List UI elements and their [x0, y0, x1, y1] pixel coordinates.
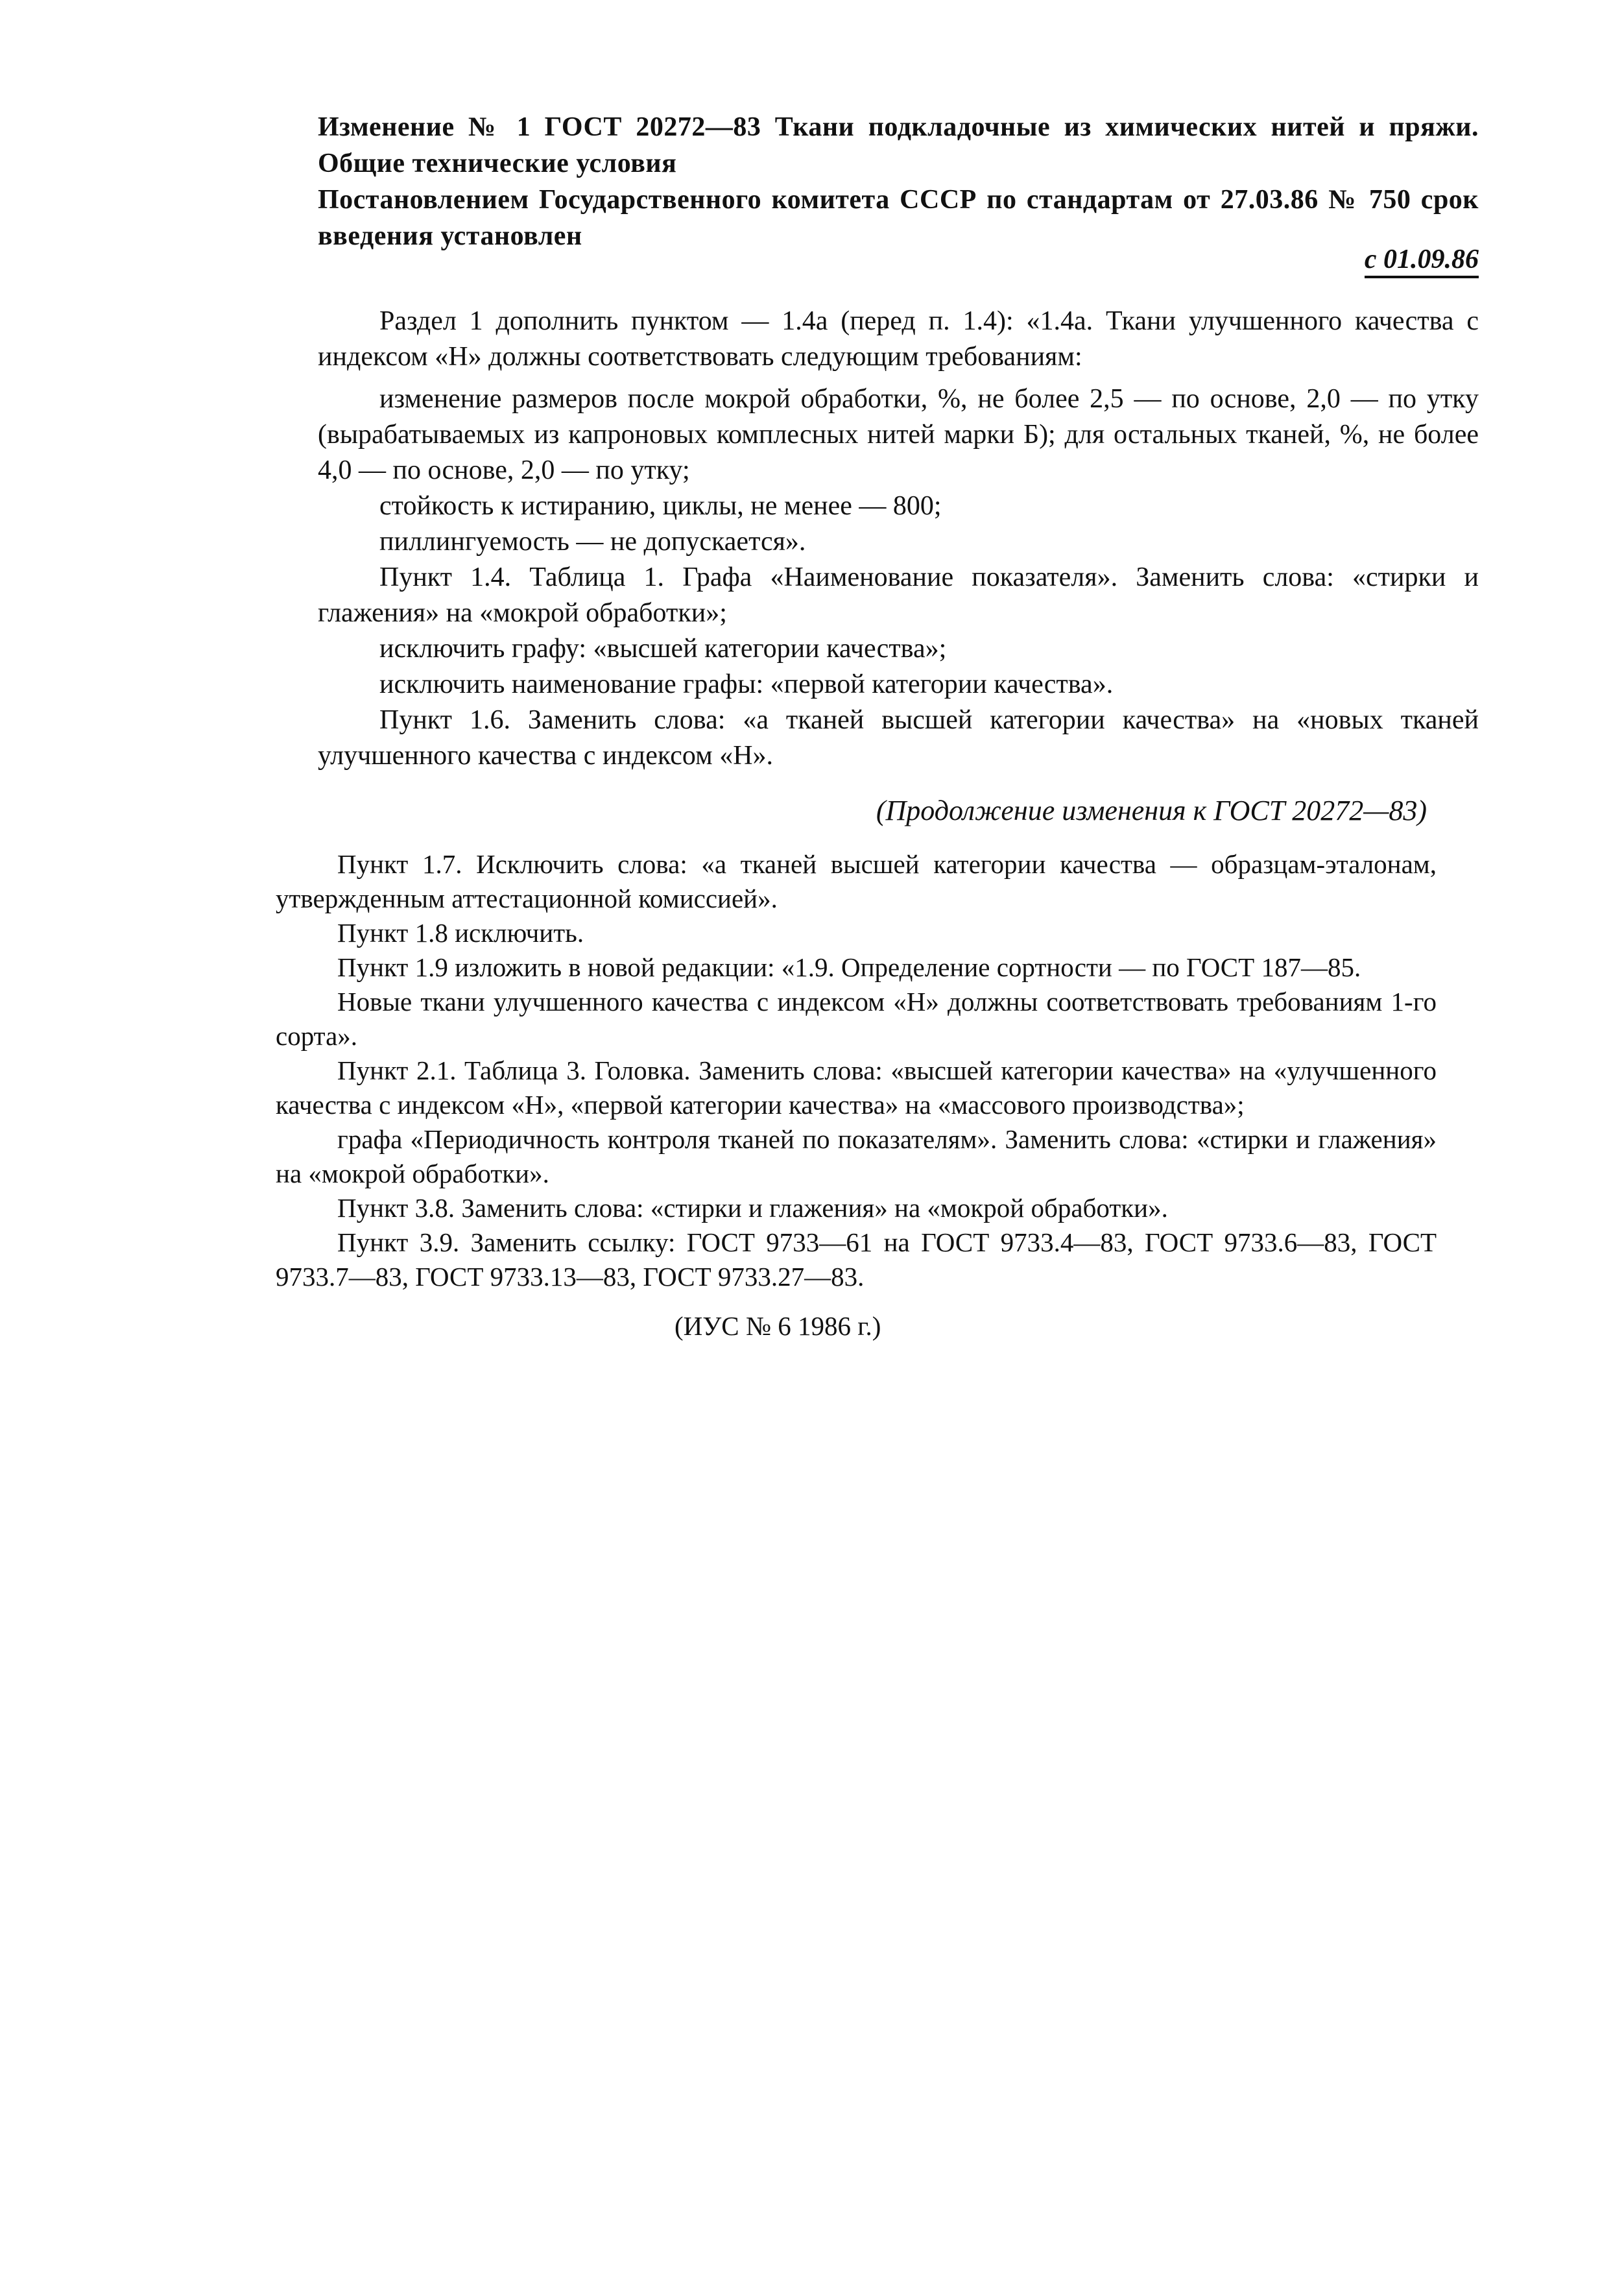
continuation-paragraph-4: Новые ткани улучшенного качества с индексом «Н» должны соответствовать требованиям 1-го сорта». — [276, 987, 1437, 1051]
continuation-paragraph-6: графа «Периодичность контроля тканей по показателям». Заменить слова: «стирки и глажения» на «мокрой обработки». — [276, 1124, 1437, 1188]
amendment-paragraph-6: исключить графу: «высшей категории качества»; — [379, 634, 947, 664]
continuation-paragraph-3: Пункт 1.9 изложить в новой редакции: «1.9. Определение сортности — по ГОСТ 187—85. — [337, 952, 1361, 982]
continuation-body — [276, 847, 1437, 1294]
amendment-paragraph-3: стойкость к истиранию, циклы, не менее — 800; — [379, 491, 942, 521]
continuation-paragraph-7: Пункт 3.8. Заменить слова: «стирки и глажения» на «мокрой обработки». — [337, 1193, 1168, 1223]
effective-date — [1167, 241, 1479, 278]
amendment-title: Изменение № 1 ГОСТ 20272—83 Ткани подкладочные из химических нитей и пряжи. Общие технические условия — [318, 112, 1479, 178]
source-reference: (ИУС № 6 1986 г.) — [675, 1311, 881, 1341]
amendment-paragraph-5: Пункт 1.4. Таблица 1. Графа «Наименование показателя». Заменить слова: «стирки и глажения» на «мокрой обработки»; — [318, 562, 1479, 628]
decree-statement: Постановлением Государственного комитета СССР по стандартам от 27.03.86 № 750 срок введения установлен — [318, 185, 1479, 251]
continuation-paragraph-5: Пункт 2.1. Таблица 3. Головка. Заменить слова: «высшей категории качества» на «улучшенного качества с индексом «Н», «первой категории качества» на «массового производства»; — [276, 1055, 1437, 1120]
amendment-paragraph-1: Раздел 1 дополнить пунктом — 1.4а (перед п. 1.4): «1.4а. Ткани улучшенного качества с индексом «Н» должны соответствовать следующим требованиям: — [318, 306, 1479, 372]
amendment-body — [318, 304, 1479, 774]
continuation-heading: (Продолжение изменения к ГОСТ 20272—83) — [876, 795, 1427, 826]
amendment-paragraph-7: исключить наименование графы: «первой категории качества». — [379, 669, 1114, 699]
continuation-paragraph-1: Пункт 1.7. Исключить слова: «а тканей высшей категории качества — образцам-эталонам, утвержденным аттестационной комиссией». — [276, 849, 1437, 913]
effective-date-text: с 01.09.86 — [1365, 245, 1479, 278]
amendment-paragraph-8: Пункт 1.6. Заменить слова: «а тканей высшей категории качества» на «новых тканей улучшенного качества с индексом «Н». — [318, 705, 1479, 771]
amendment-paragraph-4: пиллингуемость — не допускается». — [379, 527, 806, 557]
continuation-paragraph-2: Пункт 1.8 исключить. — [337, 918, 584, 948]
continuation-paragraph-8: Пункт 3.9. Заменить ссылку: ГОСТ 9733—61 на ГОСТ 9733.4—83, ГОСТ 9733.6—83, ГОСТ 9733.7—83, ГОСТ 9733.13—83, ГОСТ 9733.27—83. — [276, 1227, 1437, 1292]
amendment-paragraph-2: изменение размеров после мокрой обработки, %, не более 2,5 — по основе, 2,0 — по утку (вырабатываемых из капроновых комплесных нитей марки Б); для остальных тканей, %, не более 4,0 — по основе, 2,0 — по утку; — [318, 384, 1479, 485]
